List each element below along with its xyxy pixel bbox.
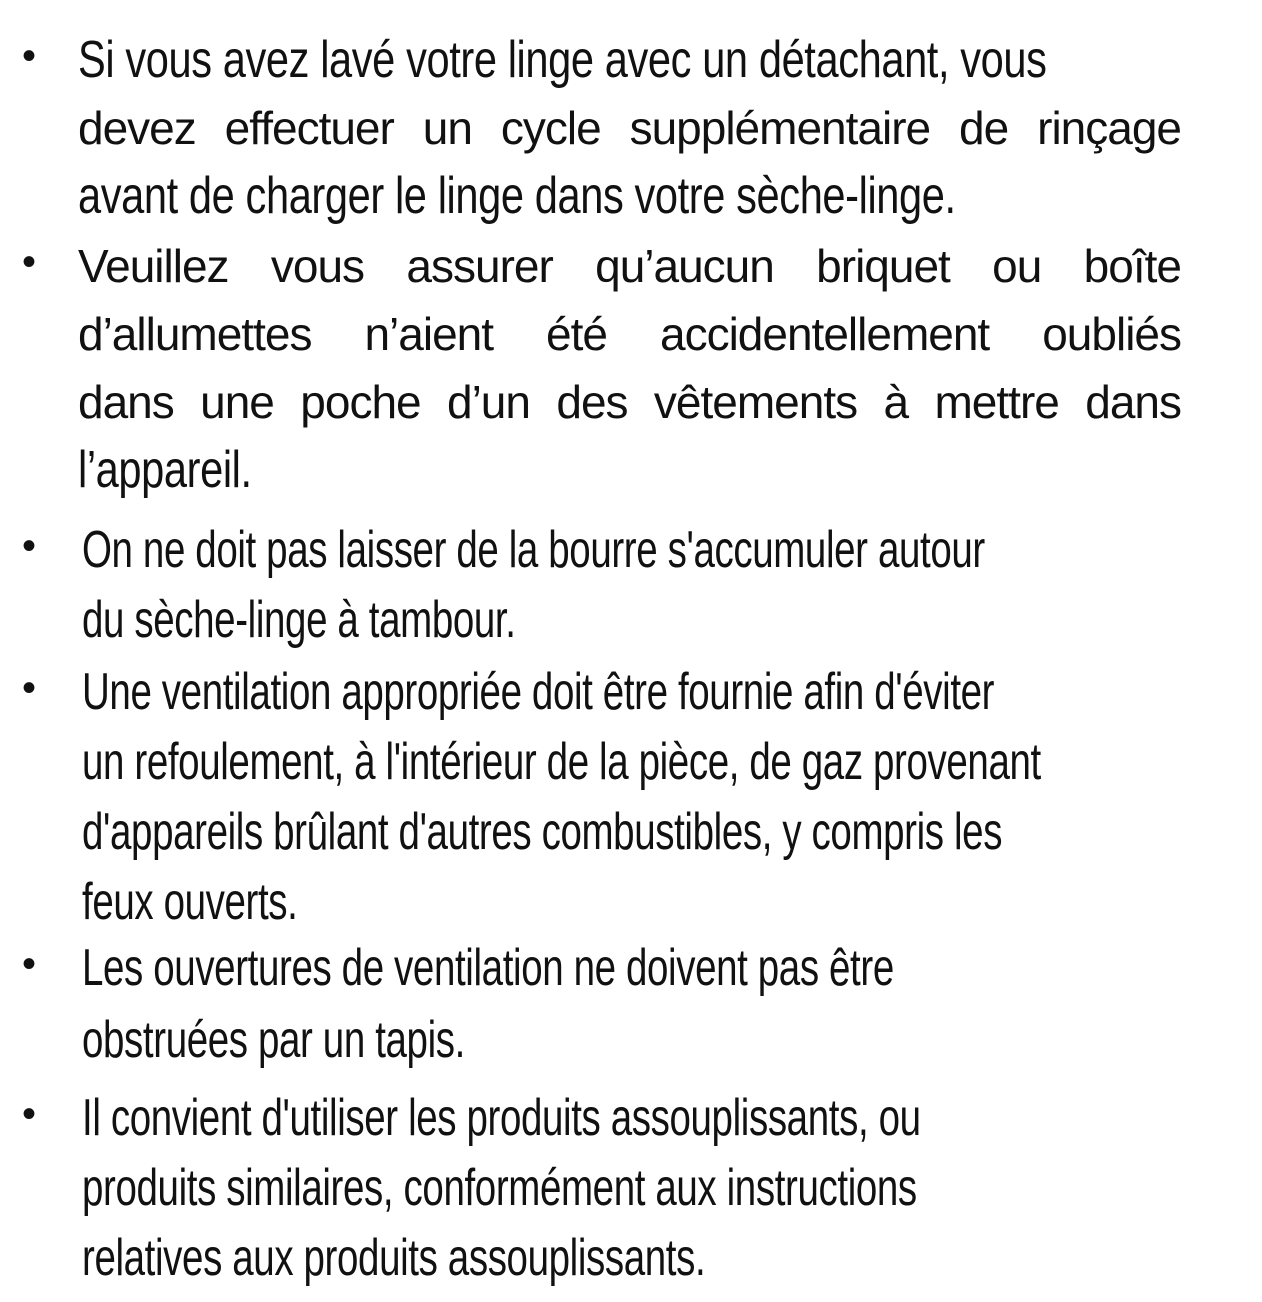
item-5-line-1: Les ouvertures de ventilation ne doivent pas être xyxy=(82,939,894,997)
item-3-line-2: du sèche-linge à tambour. xyxy=(82,591,516,649)
item-2-line-1: Veuillez vous assurer qu’aucun briquet ou boîte xyxy=(78,240,1181,292)
item-4-line-4: feux ouverts. xyxy=(82,873,298,931)
item-4-line-2: un refoulement, à l'intérieur de la pièce, de gaz provenant xyxy=(82,733,1041,791)
item-5-line-2: obstruées par un tapis. xyxy=(82,1011,465,1069)
bullet-marker: • xyxy=(22,34,37,78)
item-2-line-4: l’appareil. xyxy=(78,441,252,499)
item-1-line-3: avant de charger le linge dans votre sèche-linge. xyxy=(78,167,956,225)
item-2-line-3: dans une poche d’un des vêtements à mettre dans xyxy=(78,376,1181,428)
item-2-line-2: d’allumettes n’aient été accidentellement oubliés xyxy=(78,308,1181,360)
bullet-marker: • xyxy=(22,942,37,986)
bullet-marker: • xyxy=(22,666,37,710)
item-6-line-3: relatives aux produits assouplissants. xyxy=(82,1229,706,1287)
bullet-marker: • xyxy=(22,240,37,284)
item-1-line-2: devez effectuer un cycle supplémentaire de rinçage xyxy=(78,102,1181,154)
item-1-line-1: Si vous avez lavé votre linge avec un détachant, vous xyxy=(78,31,1047,89)
bullet-marker: • xyxy=(22,524,37,568)
bullet-marker: • xyxy=(22,1092,37,1136)
item-3-line-1: On ne doit pas laisser de la bourre s'accumuler autour xyxy=(82,521,985,579)
item-6-line-1: Il convient d'utiliser les produits assouplissants, ou xyxy=(82,1089,921,1147)
item-6-line-2: produits similaires, conformément aux instructions xyxy=(82,1159,917,1217)
item-4-line-1: Une ventilation appropriée doit être fournie afin d'éviter xyxy=(82,663,995,721)
item-4-line-3: d'appareils brûlant d'autres combustibles, y compris les xyxy=(82,803,1003,861)
